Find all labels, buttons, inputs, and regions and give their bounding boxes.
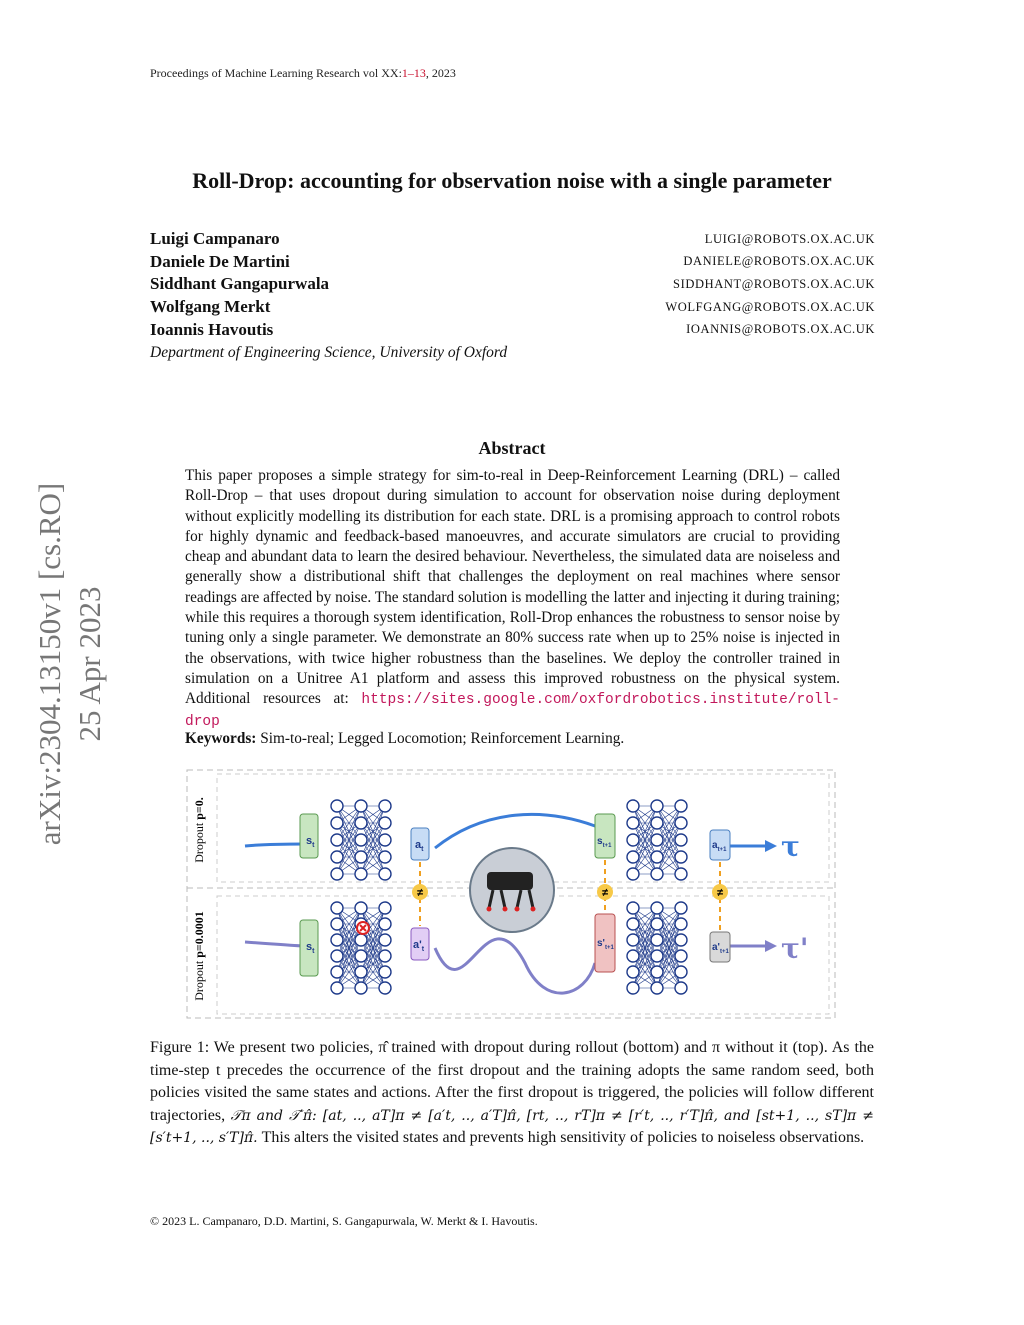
author-row xyxy=(150,251,875,274)
neq-symbol: ≠ xyxy=(716,887,724,899)
author-email[interactable]: IOANNIS@ROBOTS.OX.AC.UK xyxy=(686,322,875,337)
nn-node xyxy=(355,834,367,846)
top-arrowhead xyxy=(765,840,777,852)
nn-node xyxy=(627,834,639,846)
nn-node xyxy=(651,868,663,880)
robot-foot xyxy=(503,907,508,912)
state-next-label: $s_{t+1}$ xyxy=(597,836,612,849)
nn-node xyxy=(331,966,343,978)
nn-node xyxy=(627,966,639,978)
nn-node xyxy=(627,950,639,962)
neural-net-bottom-left xyxy=(331,902,391,994)
author-name: Ioannis Havoutis xyxy=(150,319,274,339)
header-suffix: , 2023 xyxy=(425,66,456,80)
author-name: Daniele De Martini xyxy=(150,251,290,271)
nn-node xyxy=(355,868,367,880)
author-email[interactable]: LUIGI@ROBOTS.OX.AC.UK xyxy=(704,231,875,246)
neq-symbol: ≠ xyxy=(601,887,609,899)
neq-symbol: ≠ xyxy=(416,887,424,899)
nn-node xyxy=(331,950,343,962)
caption-text: Figure 1: We present two policies, π̂ trained with dropout during rollout (bottom) and π without it (top). As the time-step t precedes the occurrence of the first dropout and the training adopts the same random seed, both policies visited the same states and actions. After the first dropout is triggered, the policies will follow different trajectories, xyxy=(150,1039,874,1124)
nn-node xyxy=(675,966,687,978)
nn-node xyxy=(379,950,391,962)
nn-node xyxy=(675,934,687,946)
figure-caption xyxy=(150,1037,874,1150)
nn-node xyxy=(331,918,343,930)
tau-prime-label: τ' xyxy=(781,932,809,965)
nn-node xyxy=(675,851,687,863)
author-email[interactable]: SIDDHANT@ROBOTS.OX.AC.UK xyxy=(673,276,875,291)
action-label: $a_t$ xyxy=(415,839,424,853)
nn-node xyxy=(379,966,391,978)
top-input-trajectory xyxy=(245,844,305,846)
nn-node xyxy=(355,966,367,978)
nn-node xyxy=(379,982,391,994)
nn-node xyxy=(675,918,687,930)
nn-node xyxy=(675,817,687,829)
nn-node xyxy=(651,918,663,930)
resources-link[interactable]: https://sites.google.com/oxfordrobotics.institute/roll-drop xyxy=(185,692,840,730)
nn-node xyxy=(627,918,639,930)
nn-node xyxy=(651,851,663,863)
nn-node xyxy=(379,918,391,930)
top-trajectory xyxy=(435,814,595,848)
keywords-label: Keywords: xyxy=(185,730,257,747)
caption-math: 𝒯π and 𝒯′π̂: [at, .., aT]π ≠ [a′t, .., a′T]π̂, [rt, .., rT]π ≠ [r′t, .., r′T]π̂, and [st+1, .., sT]π ≠ [s′t+1, .., s′T]π̂. xyxy=(150,1107,874,1146)
nn-node xyxy=(627,817,639,829)
nn-node xyxy=(331,834,343,846)
nn-node xyxy=(331,934,343,946)
author-row xyxy=(150,228,875,251)
copyright-footer: © 2023 L. Campanaro, D.D. Martini, S. Gangapurwala, W. Merkt & I. Havoutis. xyxy=(150,1214,538,1228)
author-row xyxy=(150,318,875,341)
nn-node xyxy=(675,800,687,812)
nn-node xyxy=(379,800,391,812)
author-name: Wolfgang Merkt xyxy=(150,297,271,317)
figure-1-diagram xyxy=(185,768,837,1020)
header-prefix: Proceedings of Machine Learning Research vol XX: xyxy=(150,66,402,80)
nn-node xyxy=(651,817,663,829)
keywords xyxy=(185,730,624,748)
nn-node xyxy=(627,868,639,880)
author-block xyxy=(150,228,875,362)
nn-node xyxy=(331,851,343,863)
nn-node xyxy=(651,800,663,812)
nn-node xyxy=(379,868,391,880)
caption-text-end: This alters the visited states and prevents high sensitivity of policies to noiseless observations. xyxy=(257,1129,865,1146)
nn-node xyxy=(379,817,391,829)
nn-node xyxy=(379,902,391,914)
nn-node xyxy=(675,982,687,994)
author-row xyxy=(150,273,875,296)
affiliation: Department of Engineering Science, University of Oxford xyxy=(150,343,508,361)
author-name: Siddhant Gangapurwala xyxy=(150,274,330,294)
nn-node xyxy=(331,982,343,994)
nn-node xyxy=(331,902,343,914)
keywords-text: Sim-to-real; Legged Locomotion; Reinforcement Learning. xyxy=(256,730,625,747)
tau-label: τ xyxy=(781,830,800,863)
robot-foot xyxy=(487,907,492,912)
nn-node xyxy=(627,902,639,914)
nn-node xyxy=(355,817,367,829)
nn-node xyxy=(355,950,367,962)
nn-node xyxy=(651,902,663,914)
nn-node xyxy=(355,902,367,914)
state-label: $s_t$ xyxy=(306,835,315,849)
nn-node xyxy=(675,868,687,880)
abstract-heading: Abstract xyxy=(478,438,546,458)
arxiv-sidebar-stamp: arXiv:2304.13150v1 [cs.RO] 25 Apr 2023 xyxy=(32,482,107,846)
nn-node xyxy=(651,934,663,946)
action-label-bottom: $a'_t$ xyxy=(413,939,425,953)
nn-node xyxy=(627,800,639,812)
nn-node xyxy=(379,834,391,846)
nn-node xyxy=(651,966,663,978)
nn-node xyxy=(651,950,663,962)
nn-node xyxy=(651,834,663,846)
nn-node xyxy=(379,934,391,946)
nn-node xyxy=(331,800,343,812)
abstract-body xyxy=(185,466,840,732)
nn-node xyxy=(627,982,639,994)
nn-node xyxy=(627,934,639,946)
running-header xyxy=(150,66,456,81)
robot-foot xyxy=(531,907,536,912)
nn-node xyxy=(675,834,687,846)
nn-node xyxy=(331,868,343,880)
author-row xyxy=(150,296,875,319)
header-pages-link[interactable]: 1–13 xyxy=(401,66,426,80)
nn-node xyxy=(355,982,367,994)
robot-foot xyxy=(515,907,520,912)
state-label-bottom: $s_t$ xyxy=(306,941,315,955)
nn-node xyxy=(627,851,639,863)
state-next-label-bottom: $s'_{t+1}$ xyxy=(597,938,614,951)
top-dropout-label: Dropout p=0. xyxy=(192,797,206,863)
nn-node xyxy=(355,851,367,863)
action-next-label: $a_{t+1}$ xyxy=(712,840,727,853)
nn-node xyxy=(379,851,391,863)
nn-node xyxy=(675,950,687,962)
robot-body xyxy=(487,872,533,890)
action-next-label-bottom: $a'_{t+1}$ xyxy=(712,942,729,955)
nn-node xyxy=(675,902,687,914)
neural-net-top-left xyxy=(331,800,391,880)
abstract-text: This paper proposes a simple strategy for sim-to-real in Deep-Reinforcement Learning (DRL) – called Roll-Drop – that uses dropout during simulation to account for observation noise during deployment without explicitly modelling its distribution for each state. DRL is a promising approach to control robots for highly dynamic and feedback-based manoeuvres, and accurate simulators are crucial to providing cheap and abundant data to learn the desired behaviour. Nevertheless, the simulated data are noiseless and generally show a distributional shift that challenges the deployment on real machines where sensor readings are affected by noise. The standard solution is modelling the latter and injecting it during training; while this requires a thorough system identification, Roll-Drop enhances the robustness to sensor noise by tuning only a single parameter. We demonstrate an 80% success rate when up to 25% noise is injected in the observations, with twice higher robustness than the baselines. We deploy the controller trained in simulation on a Unitree A1 platform and assess this improved robustness on the physical system. Additional resources at: xyxy=(185,467,840,708)
nn-node xyxy=(651,982,663,994)
bottom-input-trajectory xyxy=(245,942,305,946)
paper-title: Roll-Drop: accounting for observation noise with a single parameter xyxy=(192,168,832,193)
author-name: Luigi Campanaro xyxy=(150,229,280,249)
nn-node xyxy=(355,934,367,946)
bottom-dropout-label: Dropout p=0.0001 xyxy=(192,911,206,1001)
bottom-arrowhead xyxy=(765,940,777,952)
neural-net-top-right xyxy=(627,800,687,880)
neural-net-bottom-right xyxy=(627,902,687,994)
bottom-trajectory xyxy=(435,939,595,993)
author-email[interactable]: WOLFGANG@ROBOTS.OX.AC.UK xyxy=(665,299,875,314)
nn-node xyxy=(331,817,343,829)
nn-node xyxy=(355,800,367,812)
author-email[interactable]: DANIELE@ROBOTS.OX.AC.UK xyxy=(683,254,875,269)
